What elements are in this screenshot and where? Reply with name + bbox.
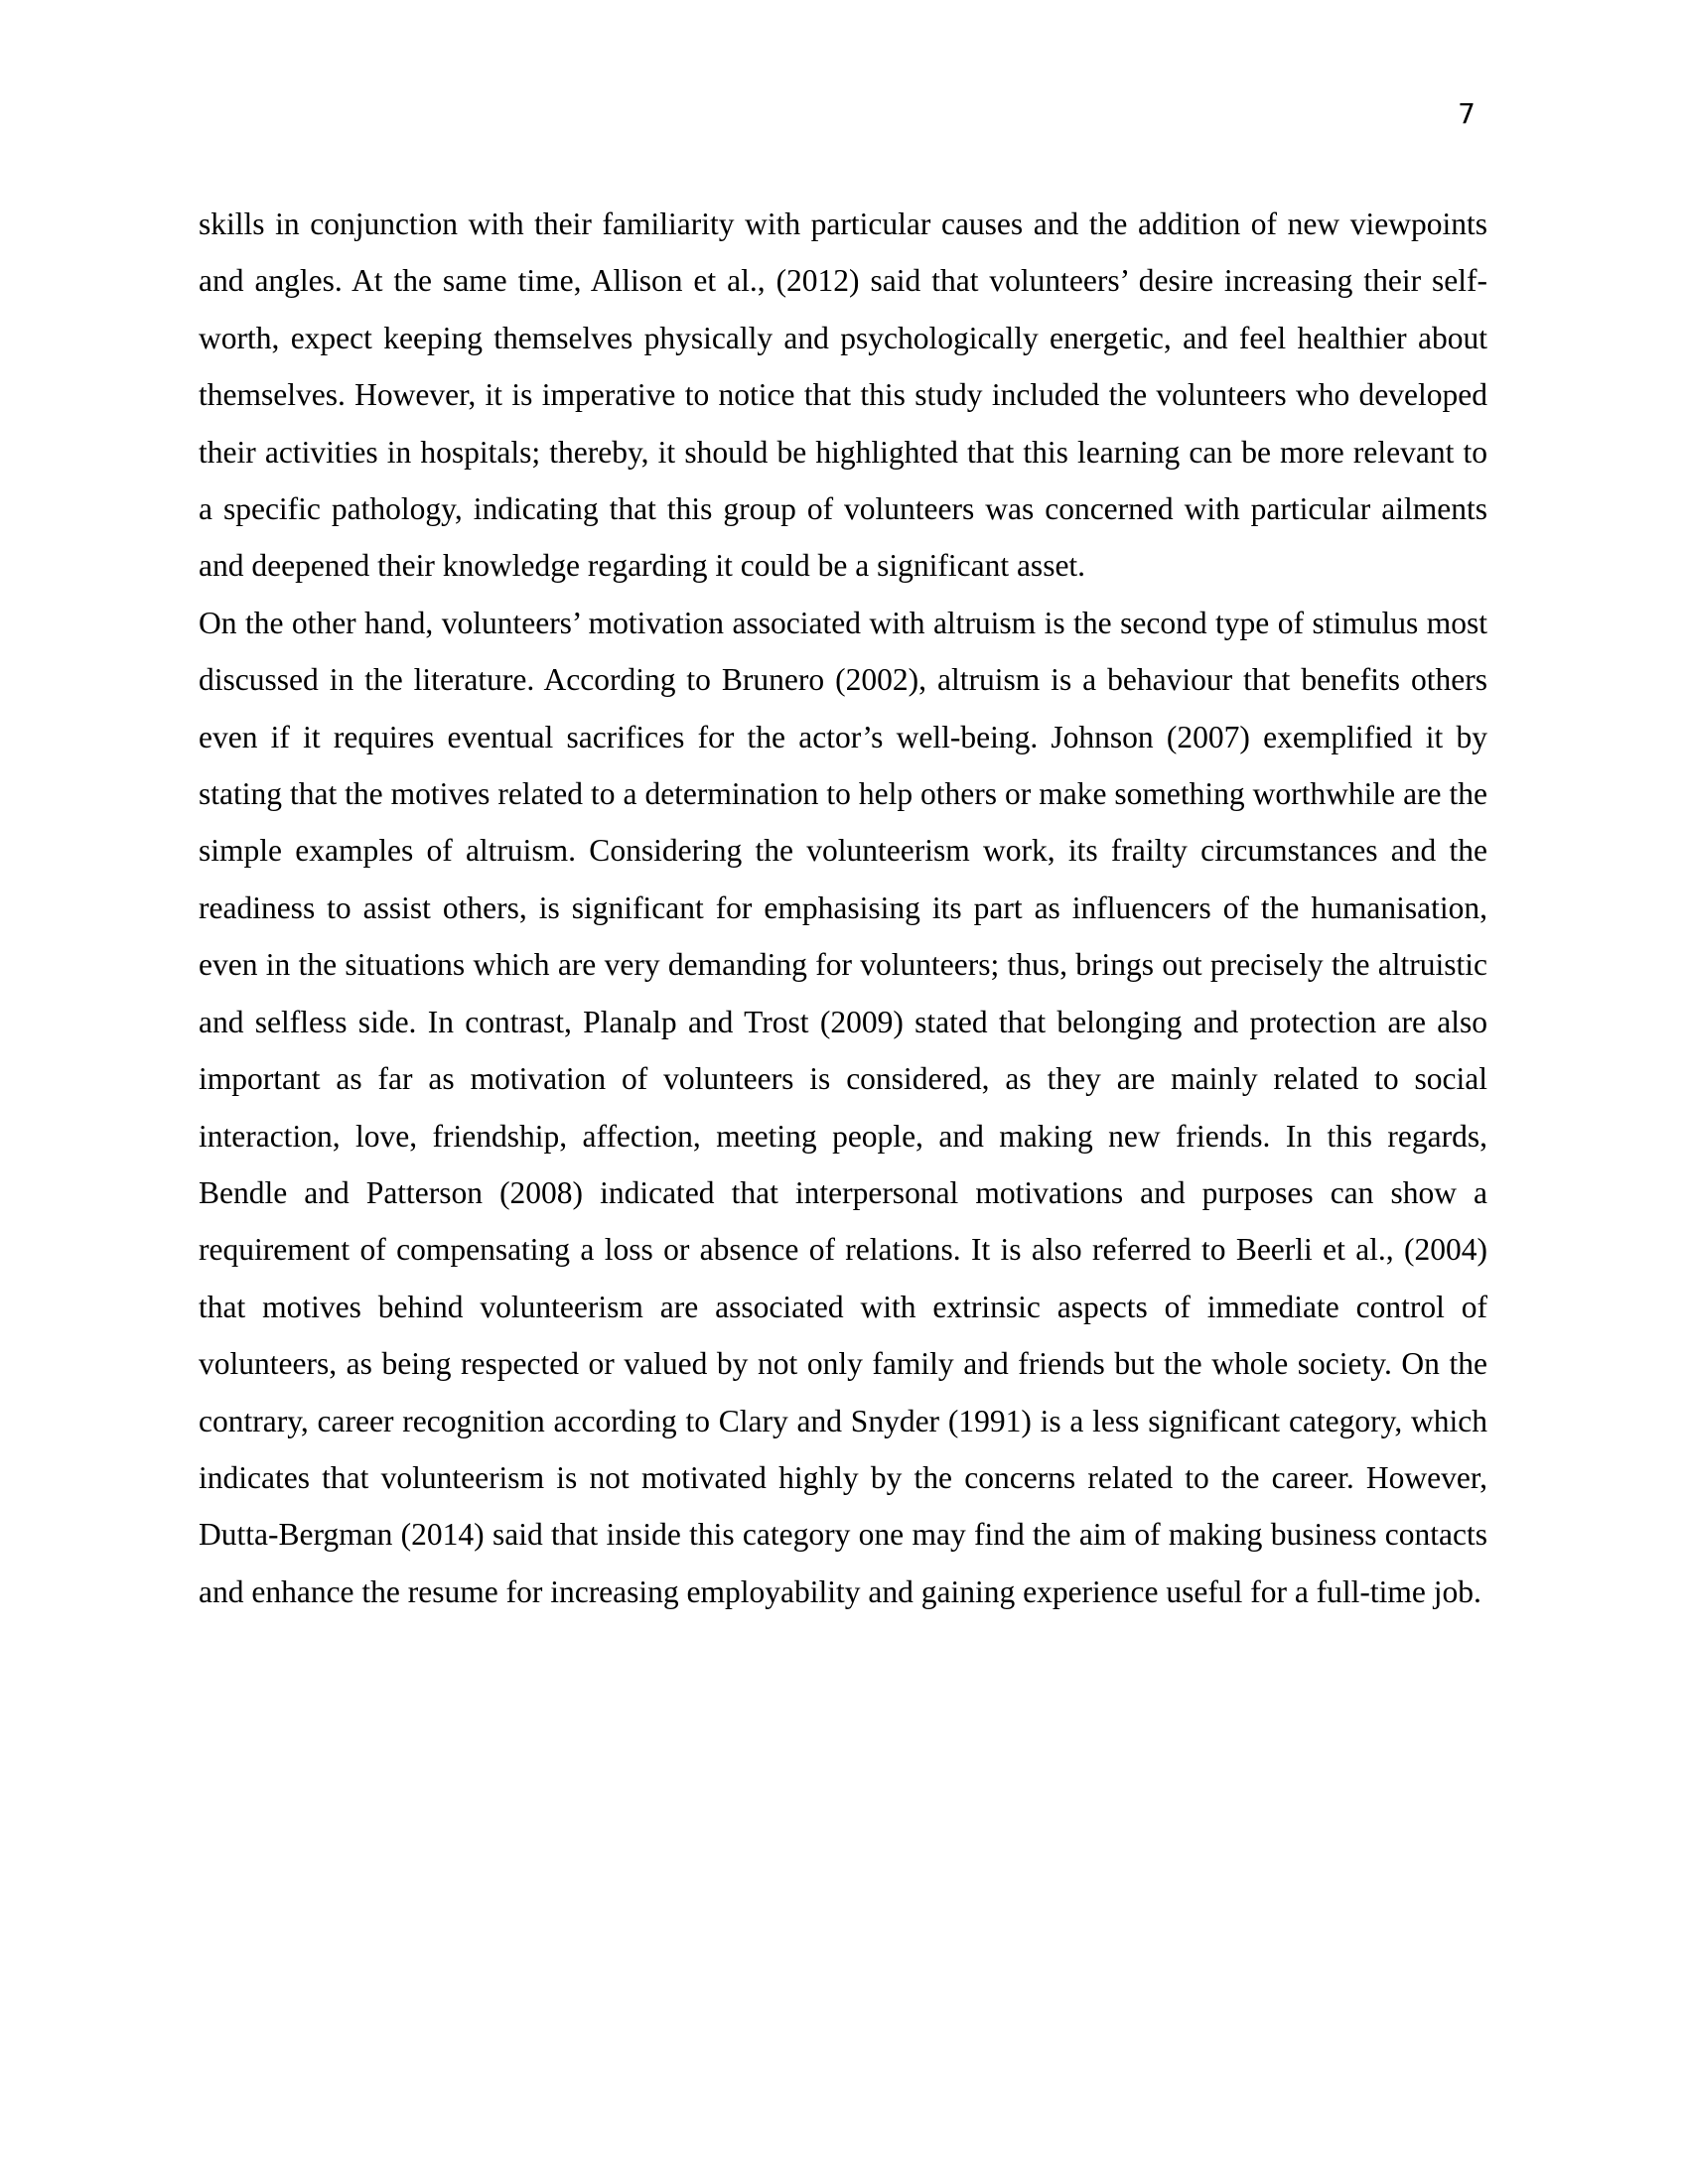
- paragraph: On the other hand, volunteers’ motivation associated with altruism is the second type of stimulus most discussed in the literature. According to Brunero (2002), altruism is a behaviour that benefits others even if it requires eventual sacrifices for the actor’s well-being. Johnson (2007) exemplified it by stating that the motives related to a determination to help others or make something worthwhile are the simple examples of altruism. Considering the volunteerism work, its frailty circumstances and the readiness to assist others, is significant for emphasising its part as influencers of the humanisation, even in the situations which are very demanding for volunteers; thus, brings out precisely the altruistic and selfless side. In contrast, Planalp and Trost (2009) stated that belonging and protection are also important as far as motivation of volunteers is considered, as they are mainly related to social interaction, love, friendship, affection, meeting people, and making new friends. In this regards, Bendle and Patterson (2008) indicated that interpersonal motivations and purposes can show a requirement of compensating a loss or absence of relations. It is also referred to Beerli et al., (2004) that motives behind volunteerism are associated with extrinsic aspects of immediate control of volunteers, as being respected or valued by not only family and friends but the whole society. On the contrary, career recognition according to Clary and Snyder (1991) is a less significant category, which indicates that volunteerism is not motivated highly by the concerns related to the career. However, Dutta-Bergman (2014) said that inside this category one may find the aim of making business contacts and enhance the resume for increasing employability and gaining experience useful for a full-time job.: [199, 605, 1487, 1609]
- paragraph: skills in conjunction with their familiarity with particular causes and the addition of new viewpoints and angles. At the same time, Allison et al., (2012) said that volunteers’ desire increasing their self-worth, expect keeping themselves physically and psychologically energetic, and feel healthier about themselves. However, it is imperative to notice that this study included the volunteers who developed their activities in hospitals; thereby, it should be highlighted that this learning can be more relevant to a specific pathology, indicating that this group of volunteers was concerned with particular ailments and deepened their knowledge regarding it could be a significant asset.: [199, 206, 1487, 584]
- page-number: 7: [1458, 97, 1476, 130]
- body-text: [199, 196, 1487, 1620]
